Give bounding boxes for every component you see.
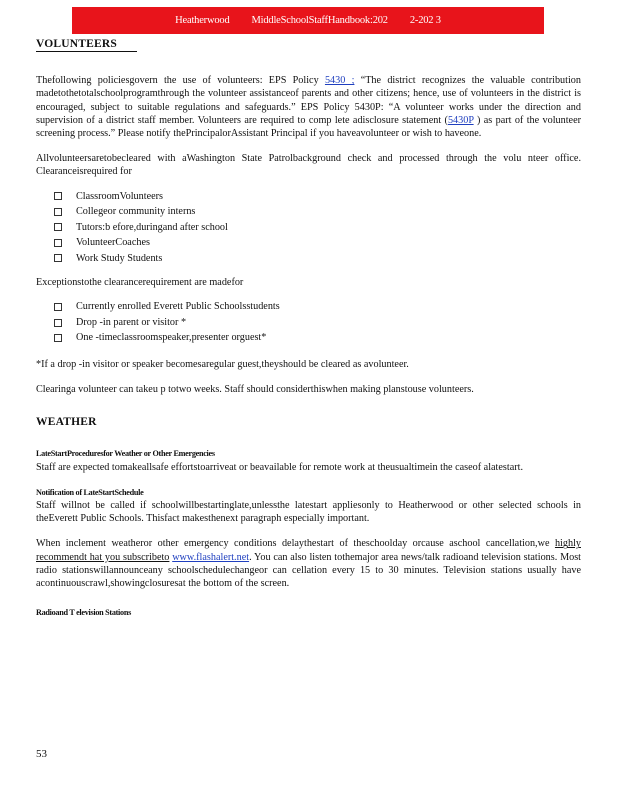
weather-heading: WEATHER [36,416,97,429]
list-item [36,235,581,251]
bullet-box-icon [54,303,62,311]
clearance-required-list [36,189,581,267]
list-item [36,204,581,220]
bullet-box-icon [54,319,62,327]
volunteers-paragraph-4: *If a drop -in visitor or speaker becomesaregular guest,theyshould be cleared as avolunteer. [36,358,409,370]
list-item-label: Collegeor community interns [76,206,196,218]
radio-tv-stations-subheading: Radioand T elevision Stations [36,608,131,618]
header-school: Heatherwood [175,15,230,26]
bullet-box-icon [54,239,62,247]
late-start-procedures-subheading: LateStartProceduresfor Weather or Other Emergencies [36,449,215,459]
volunteers-paragraph-1 [36,74,581,140]
list-item-label: Tutors:b efore,duringand after school [76,221,228,233]
page-number: 53 [36,748,47,760]
header-title: MiddleSchoolStaffHandbook:202 [251,15,388,26]
list-item-label: Drop -in parent or visitor * [76,316,187,328]
bullet-box-icon [54,223,62,231]
list-item-label: ClassroomVolunteers [76,190,163,202]
policy-5430p-link[interactable]: 5430P [447,114,474,126]
volunteers-paragraph-2: Allvolunteersaretobecleared with aWashington State Patrolbackground check and processed through the volu nteer office. Clearanceisrequired for [36,153,581,178]
list-item [36,251,581,267]
list-item-label: One -timeclassroomspeaker,presenter orguest* [76,332,267,344]
weather-paragraph-1: Staff are expected tomakeallsafe effortstoarriveat or beavailable for remote work at theusualtimein the caseof alatestart. [36,461,523,473]
weather-paragraph-2: Staff willnot be called if schoolwillbestartinglate,unlessthe latestart appliesonly to Heatherwood or other selected schools in theEverett Public Schools. Thisfact makesthenext paragraph especially important. [36,500,581,525]
volunteers-paragraph-3: Exceptionstothe clearancerequirement are madefor [36,277,244,289]
late-start-notification-subheading: Notification of LateStartSchedule [36,487,144,497]
text-span: When inclement weatheror other emergency conditions delaythestart of theschoolday orcause aschool cancellation,we [36,538,555,550]
volunteers-paragraph-5: Clearinga volunteer can takeu p totwo weeks. Staff should considerthiswhen making planstouse volunteers. [36,384,474,396]
list-item [36,315,581,331]
text-span: Thefollowing policiesgovern the use of volunteers: EPS Policy [36,75,325,87]
flashalert-link[interactable]: www.flashalert.net [172,551,250,563]
list-item [36,299,581,315]
bullet-box-icon [54,192,62,200]
list-item-label: Currently enrolled Everett Public Schoolsstudents [76,301,280,313]
list-item-label: Work Study Students [76,252,163,264]
bullet-box-icon [54,208,62,216]
list-item [36,220,581,236]
list-item-label: VolunteerCoaches [76,237,150,249]
bullet-box-icon [54,334,62,342]
clearance-exceptions-list [36,299,581,346]
header-year: 2-202 3 [409,15,441,26]
text-span: ) as part of the volunteer screening process.” Please notify thePrincipalorAssistant Principal if you haveavolunteer or wish to haveone. [36,114,581,140]
recommendation-text: highly recommendt hat you subscribeto [36,538,581,563]
policy-5430-link[interactable]: 5430 ; [324,75,355,87]
list-item [36,330,581,346]
text-span: “The district recognizes the valuable contribution madetothetotalschoolprogramthrough the volunteer assistanceof parents and other citizens; hence, use of volunteers in the district is encouraged, subject to suitable regulations and safeguards.” EPS Policy 5430P: “A volunteer works under the direction and supervision of a district staff member. Volunteers are required to comp lete adisclosure statement ( [36,75,581,126]
volunteers-heading: VOLUNTEERS [36,38,137,52]
bullet-box-icon [54,254,62,262]
text-span: . You can also listen tothemajor area news/talk radioand television stations. Most radio stationswillannounceany schoolschedulechangeor can cellation every 15 to 30 minutes. Television stations usually have acontinuouscrawl,showingclosuresat the bottom of the screen. [36,551,582,590]
weather-paragraph-3 [36,537,581,590]
document-header-bar [72,7,544,34]
document-body [36,38,581,619]
list-item [36,189,581,205]
